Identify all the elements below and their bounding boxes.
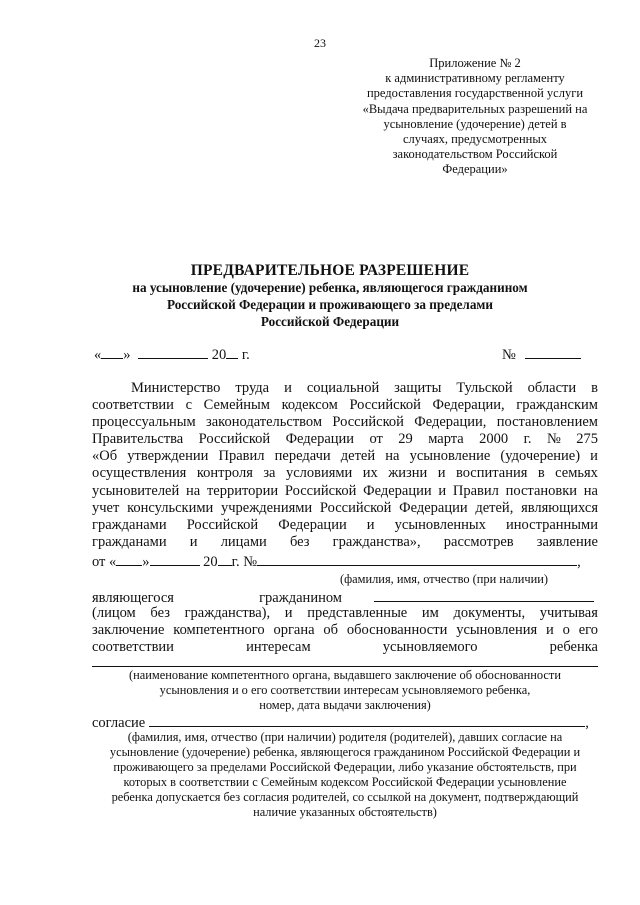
page-number: 23 — [314, 36, 326, 50]
caption-line: которых в соответствии с Семейным кодексом Российской Федерации усыновление — [123, 775, 567, 789]
caption-line: усыновление (удочерение) ребенка, являющегося гражданином Российской Федерации и — [109, 745, 581, 759]
citizenship-blank[interactable] — [374, 588, 594, 602]
title-subtitle — [60, 279, 600, 330]
body-line: гражданами Российской Федерации и усыновленных иностранными — [92, 516, 598, 533]
body-line: учет консульскими учреждениями Российской Федерации детей, являющихся — [92, 499, 598, 516]
application-date-line: от « » 20 г. № , — [92, 554, 581, 570]
applicant-name-blank[interactable] — [257, 552, 577, 566]
body-line: усыновителей на территории Российской Федерации и Правил постановки на — [92, 482, 598, 499]
appendix-line: Приложение № 2 — [429, 56, 521, 70]
title-line: на усыновление (удочерение) ребенка, являющегося гражданином — [132, 280, 528, 295]
body-line: осуществления контроля за условиями их жизни и воспитания в семьях — [92, 465, 598, 482]
body-line: «Об утверждении Правил передачи детей на усыновление (удочерение) и — [92, 448, 598, 465]
caption-line: (наименование компетентного органа, выдавшего заключение об обоснованности — [129, 668, 561, 682]
date-field: « » 20 г. — [94, 347, 250, 363]
fio-caption: (фамилия, имя, отчество (при наличии) — [340, 572, 549, 586]
appendix-line: законодательством Российской — [392, 147, 558, 162]
year-blank[interactable] — [226, 345, 238, 359]
body-line: соответствии интересам усыновляемого ребенка — [92, 639, 598, 656]
citizenship-line: являющегося гражданином — [92, 588, 598, 607]
number-field: № — [502, 345, 581, 364]
body-line: (лицом без гражданства), и представленные им документы, учитывая — [92, 605, 598, 621]
caption-line: наличие указанных обстоятельств) — [253, 805, 437, 819]
appendix-line: к административному регламенту — [385, 71, 565, 86]
body-line: Министерство труда и социальной защиты Тульской области в — [131, 380, 598, 396]
appendix-line: предоставления государственной услуги — [366, 86, 584, 101]
application-day-blank[interactable] — [116, 552, 142, 566]
caption-line: проживающего за пределами Российской Федерации, либо указание обстоятельств, при — [113, 760, 577, 774]
consent-line: согласие , — [92, 715, 589, 731]
body-text — [92, 380, 598, 551]
title-line: Российской Федерации — [260, 314, 400, 329]
caption-line: (фамилия, имя, отчество (при наличии) родителя (родителей), давших согласие на — [127, 730, 563, 744]
appendix-line: случаях, предусмотренных — [402, 132, 548, 147]
body-line: соответствии с Семейным кодексом Российской Федерации, гражданским — [92, 397, 598, 414]
body-line: гражданами и лицами без гражданства», рассмотрев заявление — [92, 533, 598, 550]
number-blank[interactable] — [525, 345, 581, 359]
document-title — [60, 262, 600, 330]
parents-caption — [92, 730, 598, 820]
application-year-blank[interactable] — [218, 552, 232, 566]
title-line: Российской Федерации и проживающего за пределами — [166, 297, 494, 312]
title-main: ПРЕДВАРИТЕЛЬНОЕ РАЗРЕШЕНИЕ — [190, 262, 470, 279]
caption-line: ребенка допускается без согласия родителей, со ссылкой на документ, подтверждающий — [111, 790, 579, 804]
month-blank[interactable] — [138, 345, 208, 359]
consent-blank[interactable] — [149, 713, 585, 727]
application-month-blank[interactable] — [150, 552, 200, 566]
body-text-continued — [92, 605, 598, 656]
appendix-line: «Выдача предварительных разрешений на — [362, 101, 588, 116]
day-blank[interactable] — [101, 345, 123, 359]
body-line: Правительства Российской Федерации от 29 марта 2000 г. № 275 — [92, 431, 598, 448]
organ-blank-line[interactable] — [92, 666, 598, 667]
caption-line: номер, дата выдачи заключения) — [259, 698, 431, 712]
body-line: заключение компетентного органа об обоснованности усыновления и о его — [92, 622, 598, 639]
organ-caption — [92, 668, 598, 713]
caption-line: усыновления и о его соответствии интересам усыновляемого ребенка, — [159, 683, 531, 697]
body-line: процессуальным законодательством Российской Федерации, постановлением — [92, 414, 598, 431]
appendix-line: Федерации» — [442, 162, 508, 177]
appendix-line: усыновление (удочерение) детей в — [383, 116, 567, 131]
appendix-header — [340, 56, 610, 178]
